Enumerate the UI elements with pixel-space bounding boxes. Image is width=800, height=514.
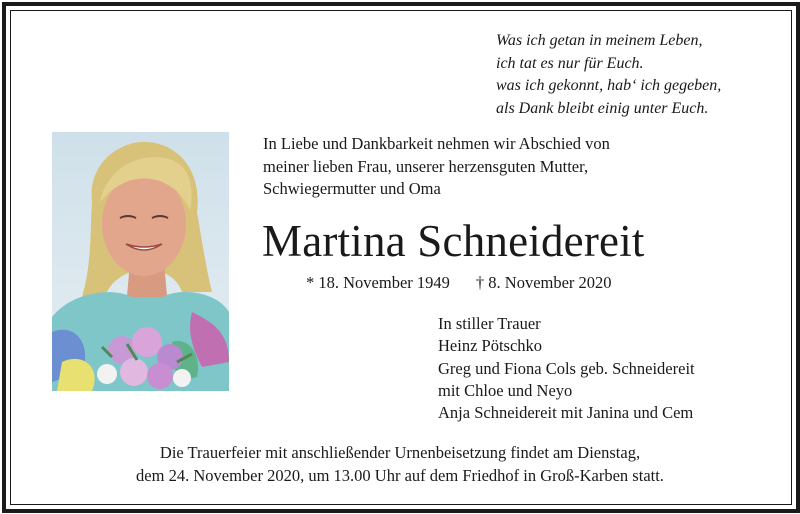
intro-line: In Liebe und Dankbarkeit nehmen wir Abschied von xyxy=(263,134,610,153)
funeral-line: Die Trauerfeier mit anschließender Urnenbeisetzung findet am Dienstag, xyxy=(159,443,641,462)
poem-line: Was ich getan in meinem Leben, xyxy=(496,32,703,49)
poem xyxy=(496,30,721,120)
poem-line: als Dank bleibt einig unter Euch. xyxy=(496,99,709,117)
intro-text xyxy=(263,133,610,201)
life-dates xyxy=(306,272,612,294)
poem-line: was ich gekonnt, hab‘ ich gegeben, xyxy=(496,77,722,94)
portrait-illustration xyxy=(52,132,229,391)
portrait-photo xyxy=(52,132,229,391)
mourners-list xyxy=(438,313,695,424)
funeral-notice xyxy=(0,441,800,487)
birth-date: * 18. November 1949 xyxy=(306,273,450,292)
mourner-line: Anja Schneidereit mit Janina und Cem xyxy=(438,403,694,423)
intro-line: meiner lieben Frau, unserer herzensguten Mutter, xyxy=(263,156,589,176)
mourner-line: In stiller Trauer xyxy=(438,314,541,333)
intro-line: Schwiegermutter und Oma xyxy=(263,179,441,198)
mourner-line: mit Chloe und Neyo xyxy=(438,380,573,400)
funeral-line: dem 24. November 2020, um 13.00 Uhr auf dem Friedhof in Groß-Karben statt. xyxy=(136,466,664,485)
poem-line: ich tat es nur für Euch. xyxy=(496,54,644,72)
death-date: † 8. November 2020 xyxy=(475,273,612,292)
deceased-name: Martina Schneidereit xyxy=(262,216,645,266)
mourner-line: Greg und Fiona Cols geb. Schneidereit xyxy=(438,358,695,378)
mourner-line: Heinz Pötschko xyxy=(438,336,543,356)
